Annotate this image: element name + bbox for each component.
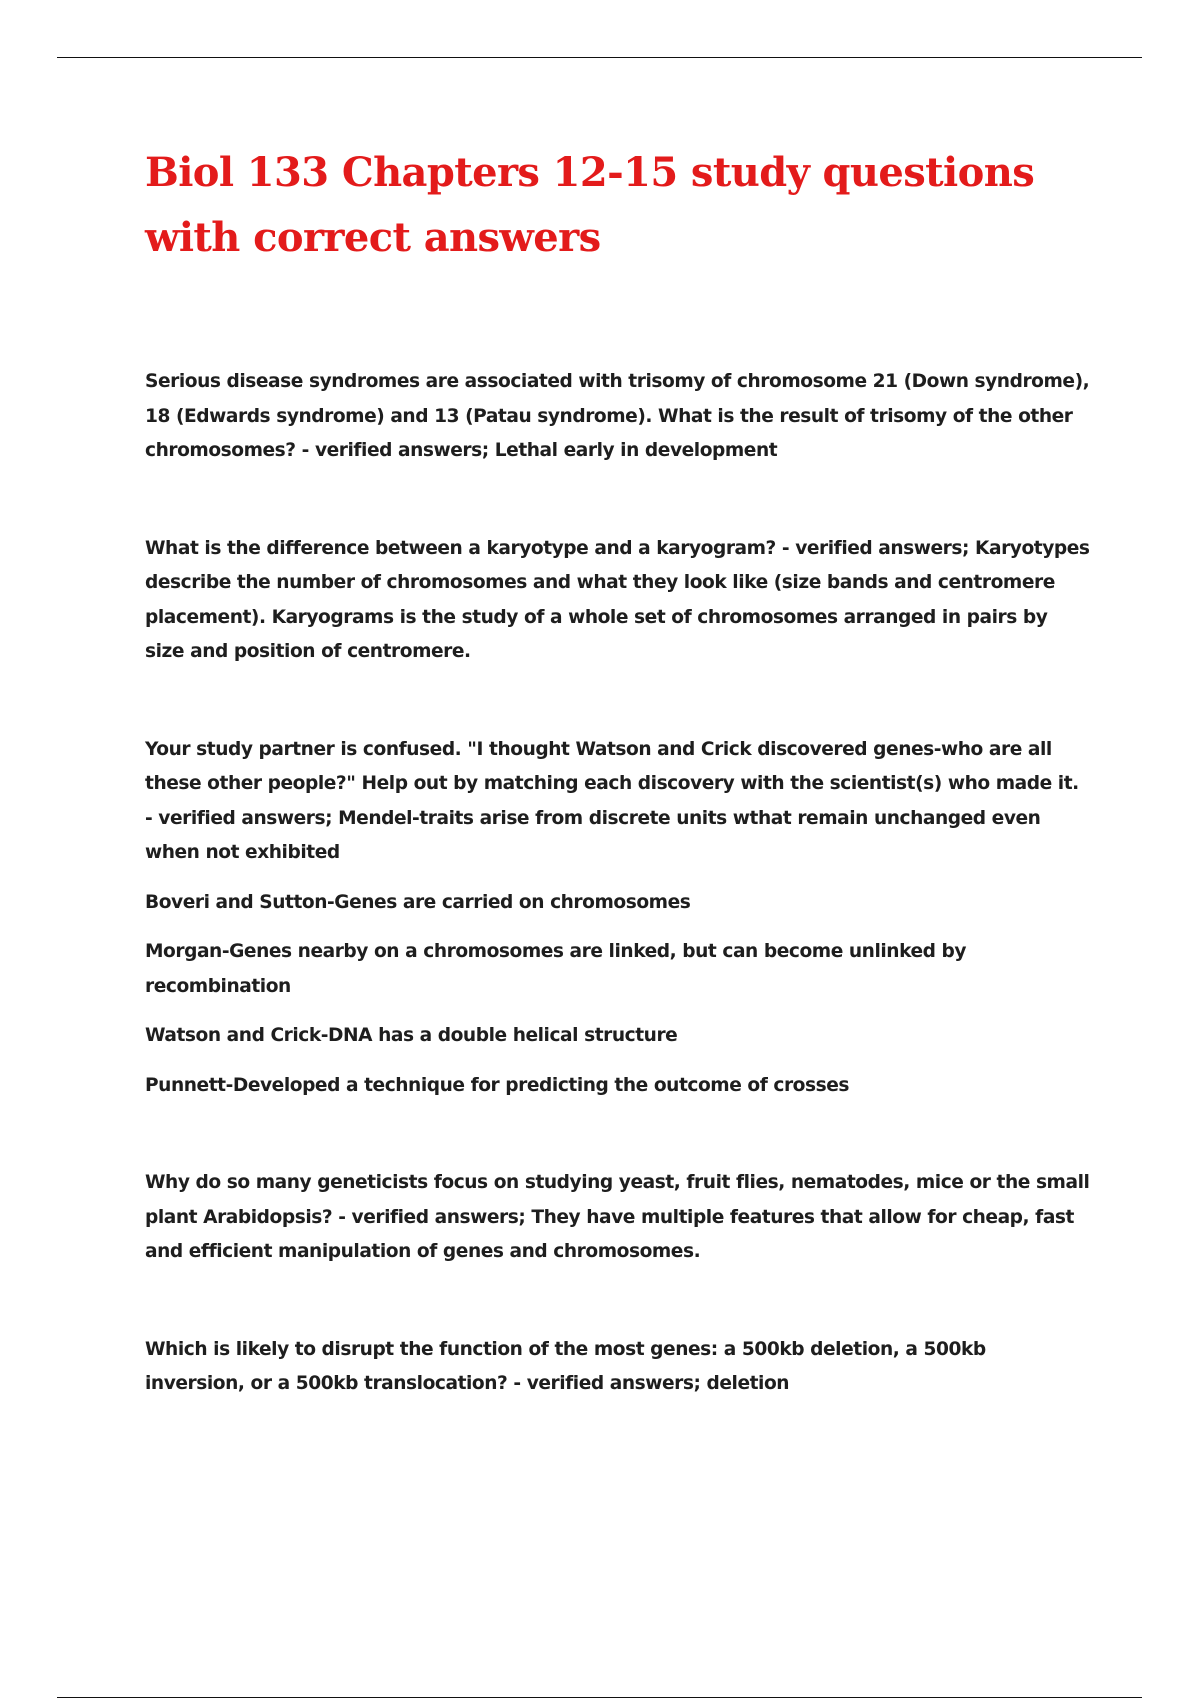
top-divider xyxy=(57,57,1142,58)
question-scientists: Your study partner is confused. "I thought Watson and Crick discovered genes-who are all these other people?" Help out by matching each discovery with the scientist(s) who made it. - verified answers; Mendel-traits arise from discrete units wthat remain unchanged even when not exhibited xyxy=(145,738,1079,863)
bottom-divider xyxy=(57,1697,1142,1698)
question-karyotype: What is the difference between a karyotype and a karyogram? - verified answers; Karyotypes describe the number of chromosomes and what they look like (size bands and centromere placement). Karyograms is the study of a whole set of chromosomes arranged in pairs by size and position of centromere. xyxy=(145,537,1090,662)
answer-watson-crick: Watson and Crick-DNA has a double helical structure xyxy=(145,1025,678,1046)
answer-punnett: Punnett-Developed a technique for predicting the outcome of crosses xyxy=(145,1074,850,1096)
question-trisomy: Serious disease syndromes are associated with trisomy of chromosome 21 (Down syndrome), 18 (Edwards syndrome) and 13 (Patau syndrome). What is the result of trisomy of the other chromosomes? - verified answers; Lethal early in development xyxy=(145,371,1090,461)
answer-morgan: Morgan-Genes nearby on a chromosomes are linked, but can become unlinked by recombination xyxy=(145,941,967,997)
document-title: Biol 133 Chapters 12-15 study questions with correct answers xyxy=(145,149,1035,261)
answer-boveri-sutton: Boveri and Sutton-Genes are carried on chromosomes xyxy=(145,891,691,913)
document-body xyxy=(145,365,1090,1402)
question-deletion: Which is likely to disrupt the function of the most genes: a 500kb deletion, a 500kb inversion, or a 500kb translocation? - verified answers; deletion xyxy=(145,1338,986,1394)
question-model-organisms: Why do so many geneticists focus on studying yeast, fruit flies, nematodes, mice or the small plant Arabidopsis? - verified answers; They have multiple features that allow for cheap, fast and efficient manipulation of genes and chromosomes. xyxy=(145,1172,1090,1262)
